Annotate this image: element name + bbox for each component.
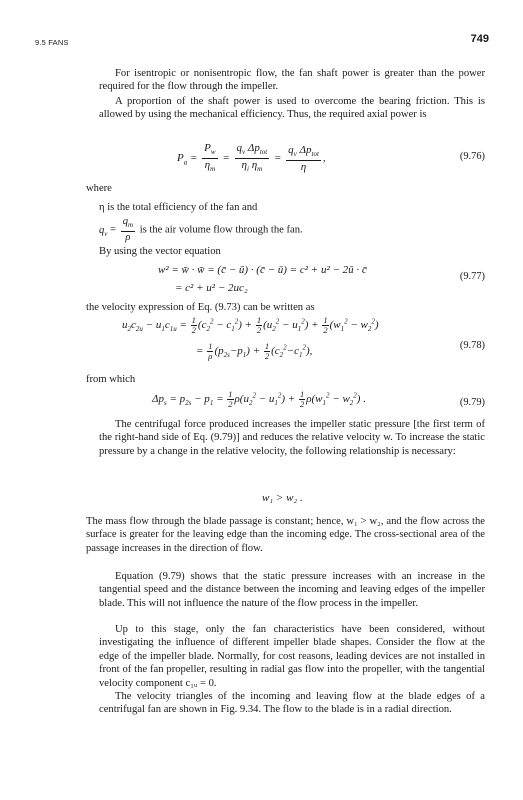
qv-definition-tail: is the air volume flow through the fan. [139,224,303,236]
paragraph-mass-flow: The mass flow through the blade passage is constant; hence, w₁ > w₂, and the flow across the surface is greater for the leaving edge than the incoming edge. The cross-sectional area of the passage increases in the direction of flow. [86,516,485,554]
inequality-w1-w2: w₁ > w₂ . [262,492,303,504]
velocity-expression-intro: the velocity expression of Eq. (9.73) can be written as [86,302,315,313]
equation-9-79: $\Delta p_s = p_{2s} - p_1$ = $\frac{1}{2}$ $\rho(u_2^2 - u_1^2)$ + $\frac{1}{2}$ $\rho(w_1^2 - w_2^2)$ . [152,389,366,409]
paragraph-velocity-triangles: The velocity triangles of the incoming and leaving flow at the blade edges of a centrifugal fan are shown in Fig. 9.34. The flow to the blade is in a radial direction. [99,691,485,716]
qv-definition: $q_v$ = $\frac{q_m}{\rho}$ is the air volume flow through the fan. [99,216,303,244]
equation-number-9-79: (9.79) [459,397,485,408]
equation-9-77-line2: = c² + u² − 2uc₂ [175,282,248,294]
paragraph-centrifugal-force: The centrifugal force produced increases the impeller static pressure [the first term of the right-hand side of Eq. (9.79)] and reduces the relative velocity w. To increase the static pressure by a change in the relative velocity, the following relationship is necessary: [99,419,485,457]
equation-9-77-line1: w² = w̄ · w̄ = (c̄ − ū) · (c̄ − ū) = c² + u² − 2ū · c̄ [158,264,367,276]
equation-9-76: $P_a$ = $\frac{P_w}{\eta_m}$ = $\frac{q_v \Delta p_{tot}}{\eta_i \eta_m}$ = $\frac{q_v \Delta p_{tot}}{\eta}$ , [177,142,326,174]
equation-9-78-line2: = $\frac{1}{\rho}$ $(p_{2s}-p_1)$ + $\frac{1}{2}$ $(c_2^2-c_1^2)$, [196,341,313,361]
from-which-label: from which [86,374,136,385]
vector-equation-intro: By using the vector equation [99,246,221,257]
equation-number-9-78: (9.78) [459,340,485,351]
equation-number-9-76: (9.76) [459,151,485,162]
paragraph-fan-characteristics: Up to this stage, only the fan characteristics have been considered, without investigating the influence of different impeller blade shapes. Consider the flow at the edge of the impeller blade. Normally, for cost reasons, leading devices are not installed in front of the fan propeller, resulting in radial gas flow into the propeller, with the tangential velocity component c₁ᵤ = 0. [99,624,485,689]
running-header-section: 9.5 FANS [35,38,69,47]
page-number: 749 [470,33,489,45]
paragraph-bearing-friction: A proportion of the shaft power is used to overcome the bearing friction. This is allowed by using the mechanical efficiency. Thus, the required axial power is [99,96,485,121]
paragraph-equation-9-79: Equation (9.79) shows that the static pressure increases with an increase in the tangential speed and the distance between the incoming and leaving edges of the impeller blade. This will not influence the nature of the flow process in the impeller. [99,571,485,609]
equation-9-78-line1: $u_2c_{2u} - u_1c_{1u}$ = $\frac{1}{2}$ $(c_2^2 - c_1^2)$ + $\frac{1}{2}$ $(u_2^2 - u_1^2)$ + $\frac{1}{2}$ $(w_1^2 - w_2^2)$ [122,315,379,335]
where-label: where [86,183,112,194]
paragraph-shaft-power: For isentropic or nonisentropic flow, the fan shaft power is greater than the power required for the flow through the impeller. [99,68,485,93]
eta-definition: η is the total efficiency of the fan and [99,202,258,213]
equation-number-9-77: (9.77) [459,271,485,282]
